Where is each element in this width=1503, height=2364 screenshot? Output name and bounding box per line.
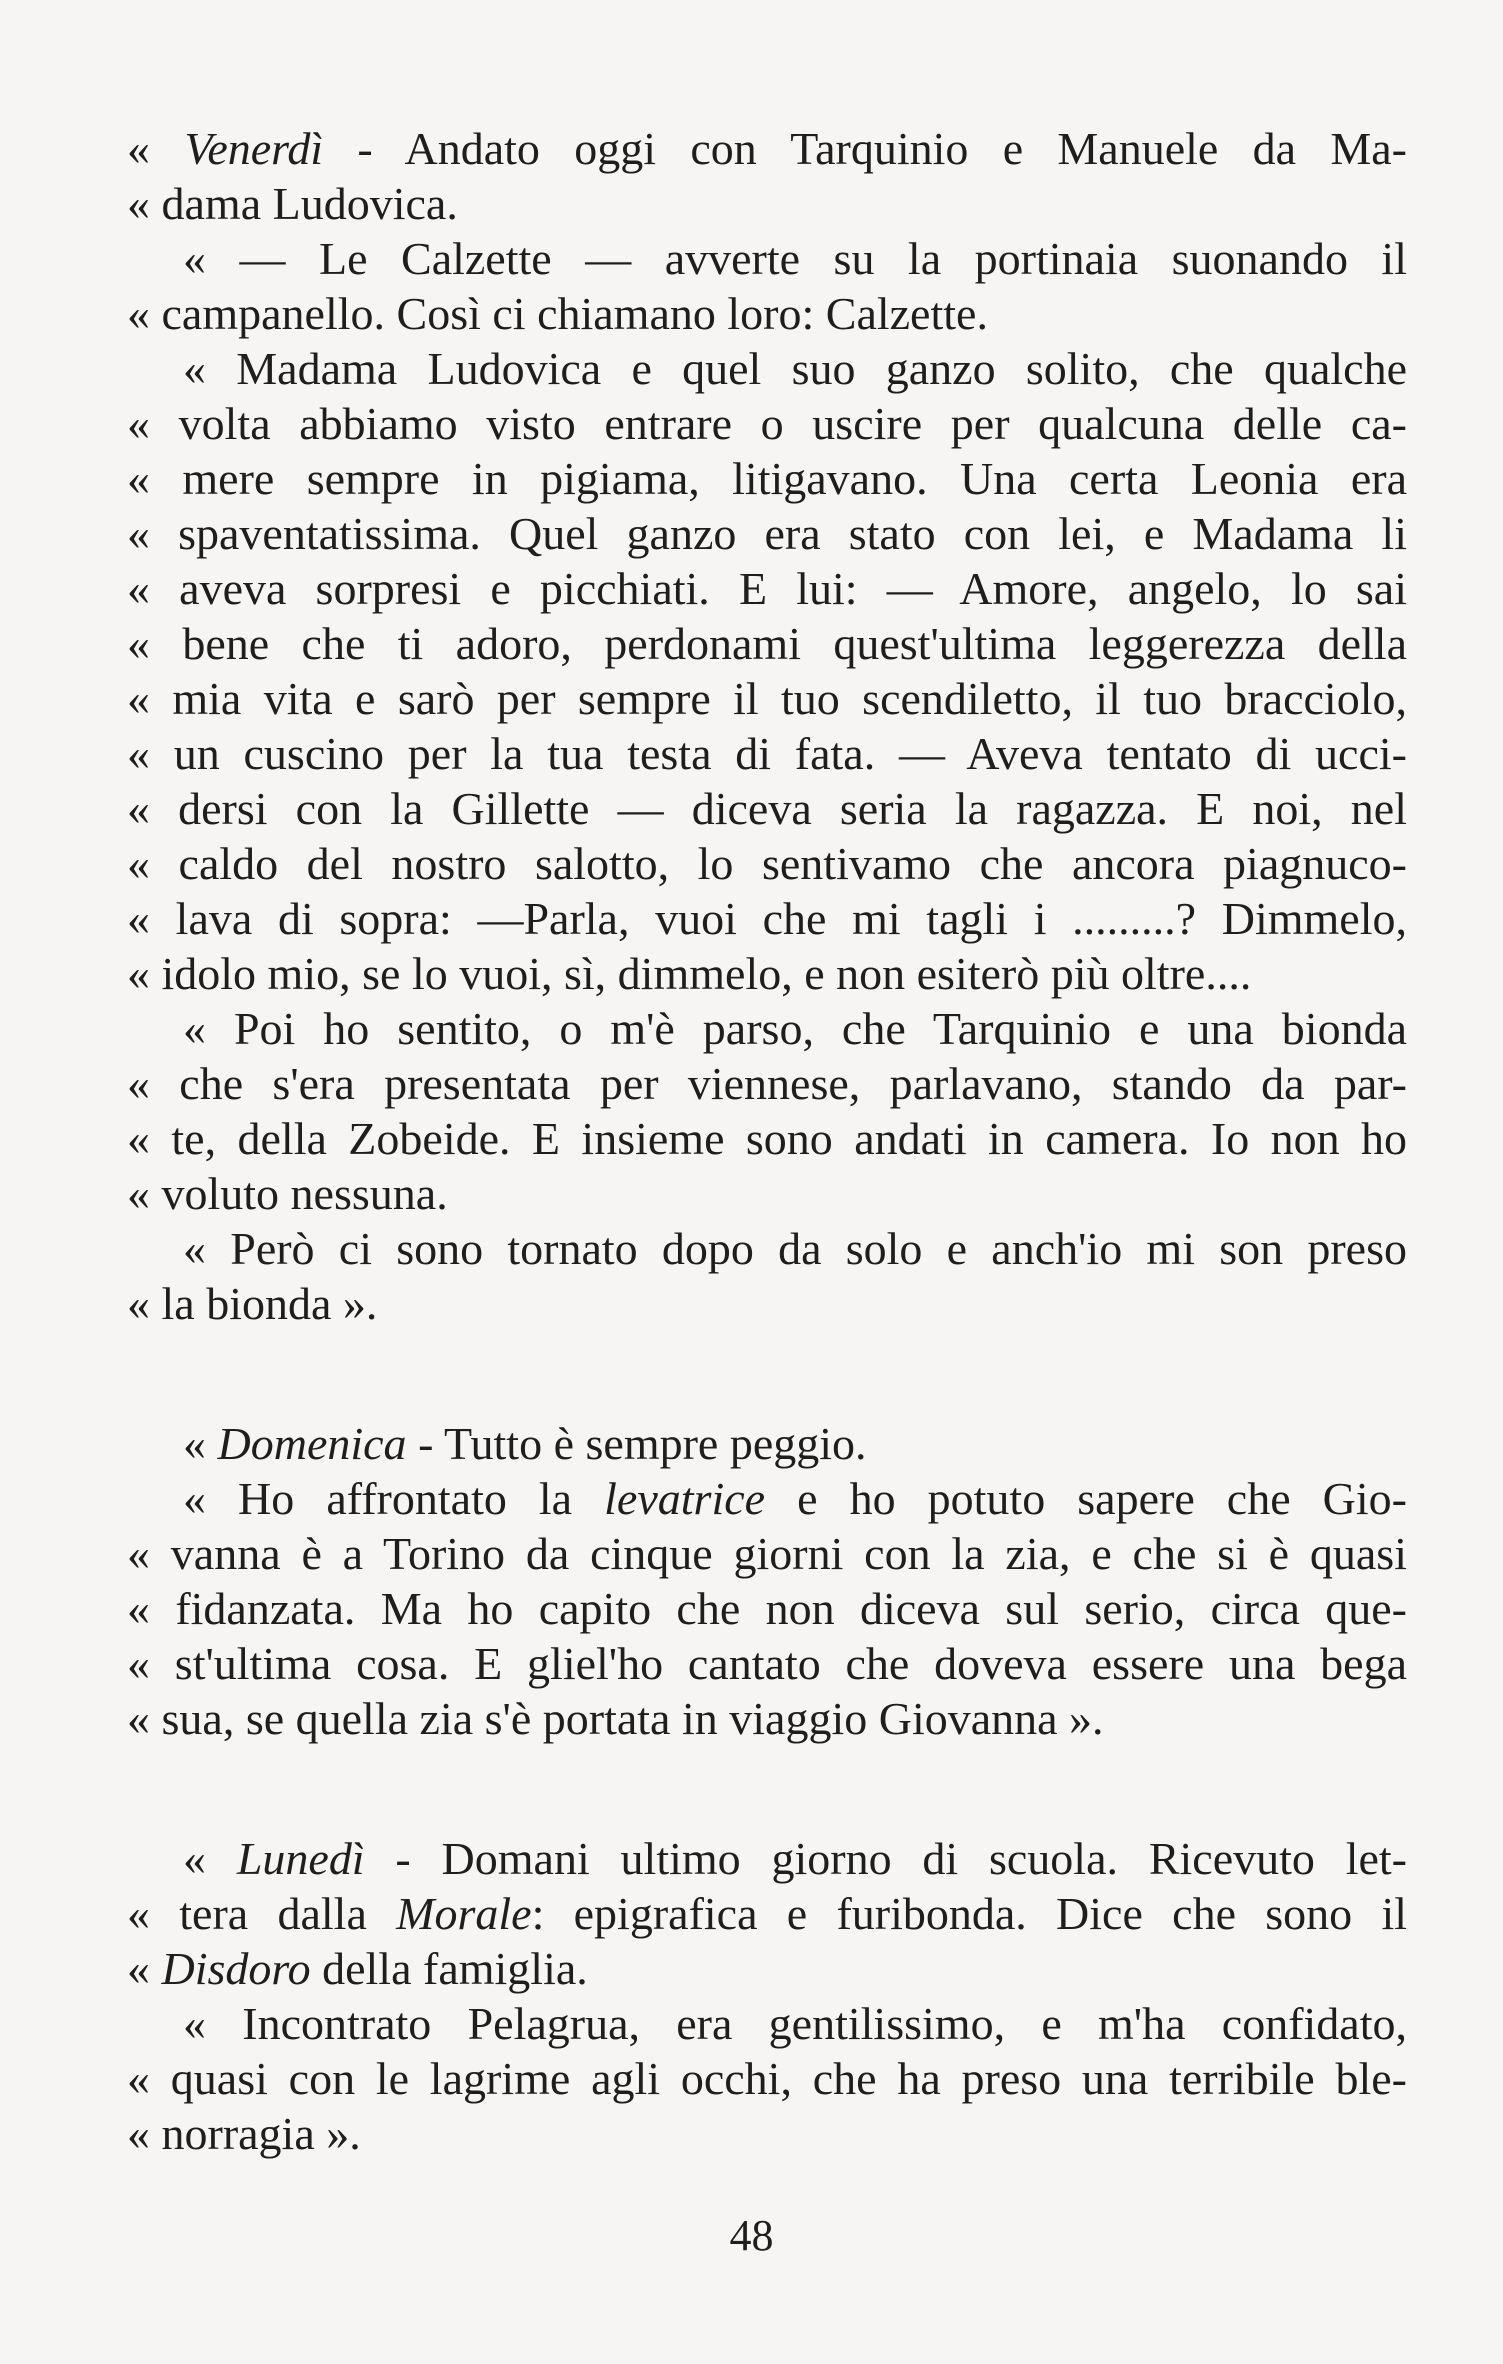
diary-entry-domenica bbox=[127, 1416, 1407, 1746]
entry-gap bbox=[127, 1746, 1407, 1831]
text-line: « aveva sorpresi e picchiati. E lui: — Amore, angelo, lo sai bbox=[127, 563, 1407, 614]
text-line: « quasi con le lagrime agli occhi, che ha preso una terribile ble- bbox=[127, 2053, 1407, 2104]
text-line: « un cuscino per la tua testa di fata. — Aveva tentato di ucci- bbox=[127, 728, 1407, 779]
italic-word: Venerdì bbox=[184, 123, 324, 174]
text-line: « Venerdì - Andato oggi con Tarquinio e Manuele da Ma- bbox=[127, 123, 1408, 174]
text-line: « dama Ludovica. bbox=[127, 178, 458, 229]
diary-entry-luned bbox=[127, 1831, 1407, 2161]
text-line: « Poi ho sentito, o m'è parso, che Tarquinio e una bionda bbox=[183, 1003, 1407, 1054]
text-line: « Incontrato Pelagrua, era gentilissimo, e m'ha confidato, bbox=[183, 1998, 1407, 2049]
text-line: « tera dalla Morale: epigrafica e furibonda. Dice che sono il bbox=[127, 1888, 1408, 1939]
text-line: « mia vita e sarò per sempre il tuo scendiletto, il tuo bracciolo, bbox=[127, 673, 1407, 724]
italic-word: Lunedì bbox=[236, 1833, 365, 1884]
italic-word: Disdoro bbox=[161, 1943, 311, 1994]
text-line: « st'ultima cosa. E gliel'ho cantato che doveva essere una bega bbox=[127, 1638, 1407, 1689]
text-line: « bene che ti adoro, perdonami quest'ultima leggerezza della bbox=[127, 618, 1407, 669]
text-line: « lava di sopra: —Parla, vuoi che mi tagli i .........? Dimmelo, bbox=[127, 893, 1407, 944]
text-line: « caldo del nostro salotto, lo sentivamo che ancora piagnuco- bbox=[127, 838, 1407, 889]
page-number: 48 bbox=[729, 2211, 774, 2260]
text-line: « volta abbiamo visto entrare o uscire per qualcuna delle ca- bbox=[127, 398, 1407, 449]
text-line: « fidanzata. Ma ho capito che non diceva sul serio, circa que- bbox=[127, 1583, 1407, 1634]
page-text bbox=[127, 121, 1407, 2161]
diary-entry-venerd bbox=[127, 121, 1407, 1331]
text-line: « Ho affrontato la levatrice e ho potuto sapere che Gio- bbox=[183, 1473, 1407, 1524]
text-line: « spaventatissima. Quel ganzo era stato con lei, e Madama li bbox=[127, 508, 1407, 559]
text-line: « Però ci sono tornato dopo da solo e anch'io mi son preso bbox=[183, 1223, 1407, 1274]
italic-word: Morale bbox=[396, 1888, 532, 1939]
text-line: « norragia ». bbox=[127, 2108, 361, 2159]
text-line: « te, della Zobeide. E insieme sono andati in camera. Io non ho bbox=[127, 1113, 1407, 1164]
text-line: « che s'era presentata per viennese, parlavano, stando da par- bbox=[127, 1058, 1407, 1109]
text-line: « voluto nessuna. bbox=[127, 1168, 448, 1219]
text-line: « idolo mio, se lo vuoi, sì, dimmelo, e non esiterò più oltre.... bbox=[127, 948, 1252, 999]
text-line: « — Le Calzette — avverte su la portinaia suonando il bbox=[183, 233, 1407, 284]
text-line: « dersi con la Gillette — diceva seria la ragazza. E noi, nel bbox=[127, 783, 1407, 834]
text-line: « campanello. Così ci chiamano loro: Calzette. bbox=[127, 288, 988, 339]
text-line: « la bionda ». bbox=[127, 1278, 378, 1329]
text-line: « Lunedì - Domani ultimo giorno di scuola. Ricevuto let- bbox=[183, 1833, 1407, 1884]
italic-word: levatrice bbox=[604, 1473, 766, 1524]
text-line: « sua, se quella zia s'è portata in viaggio Giovanna ». bbox=[127, 1693, 1104, 1744]
entry-gap bbox=[127, 1331, 1407, 1416]
text-line: « Madama Ludovica e quel suo ganzo solito, che qualche bbox=[183, 343, 1407, 394]
text-line: « Domenica - Tutto è sempre peggio. bbox=[183, 1418, 867, 1469]
italic-word: Domenica bbox=[217, 1418, 407, 1469]
text-line: « Disdoro della famiglia. bbox=[127, 1943, 588, 1994]
text-line: « vanna è a Torino da cinque giorni con la zia, e che si è quasi bbox=[127, 1528, 1407, 1579]
text-line: « mere sempre in pigiama, litigavano. Una certa Leonia era bbox=[127, 453, 1407, 504]
